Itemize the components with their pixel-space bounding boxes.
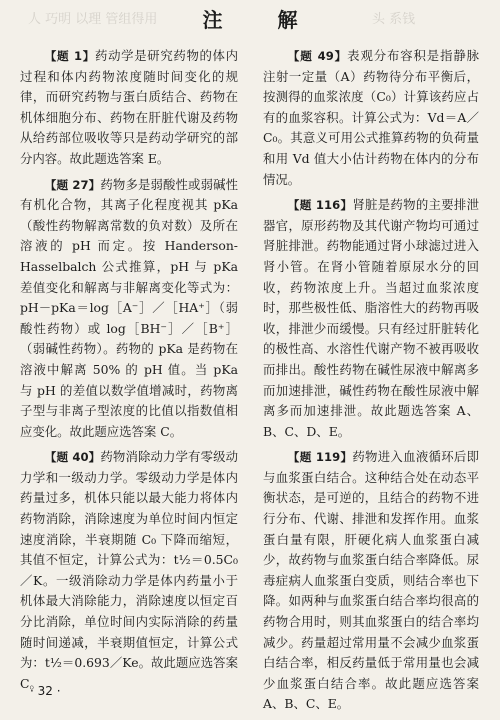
answer-note bbox=[20, 175, 238, 443]
page-title: 注 解 bbox=[202, 8, 322, 32]
question-tag: 【题 40】 bbox=[44, 450, 101, 465]
answer-note bbox=[263, 46, 479, 190]
answer-note bbox=[20, 46, 238, 170]
bleed-through-text-left: 人 巧明 以理 管组得用 bbox=[28, 12, 158, 27]
note-text: 药物消除动力学有零级动力学和一级动力学。零级动力学是体内药量过多，机体只能以最大能力将体内药物消除，消除速度为单位时间内恒定速度消除，半衰期随 C₀ 下降而缩短，其值不恒定，计算公式为：t½＝0.5C₀／K。一级消除动力学是体内药量小于机体最大消除能力，消除速度以恒定百分比消除，单位时间内实际消除的药量随时间递减，半衰期值恒定，计算公式为：t½＝0.693／Ke。故此题应选答案 C。 bbox=[20, 449, 239, 691]
question-tag: 【题 27】 bbox=[44, 177, 101, 192]
right-column bbox=[263, 46, 479, 720]
note-text: 肾脏是药物的主要排泄器官，原形药物及其代谢产物均可通过肾脏排泄。药物能通过肾小球滤过进入肾小管。在肾小管随着原尿水分的回收，药物浓度上升。当超过血浆浓度时，那些极性低、脂溶性大的药物再吸收，排泄少而缓慢。只有经过肝脏转化的极性高、水溶性代谢产物不被再吸收而排出。酸性药物在碱性尿液中解离多而加速排泄，碱性药物在酸性尿液中解离多而加速排泄。故此题选答案 A、B、C、D、E。 bbox=[263, 197, 479, 439]
question-tag: 【题 49】 bbox=[287, 49, 348, 63]
note-text: 表观分布容积是指静脉注射一定量（A）药物待分布平衡后，按测得的血浆浓度（C₀）计算该药应占有的血浆容积。计算公式为：Vd＝A／C₀。其意义可用公式推算药物的负荷量和用 Vd 值大小估计药物在体内的分布情况。 bbox=[263, 48, 480, 187]
answer-note bbox=[263, 195, 479, 442]
note-text: 药物进入血液循环后即与血浆蛋白结合。这种结合处在动态平衡状态，是可逆的，且结合的药物不进行分布、代谢、排泄和发挥作用。血浆蛋白量有限，肝硬化病人血浆蛋白减少，故药物与血浆蛋白结合率降低。尿毒症病人血浆蛋白变质，则结合率也下降。如两种与血浆蛋白结合率均很高的药物合用时，则其血浆蛋白的结合率均减少。药量超过常用量不会减少血浆蛋白结合率，相反药量低于常用量也会减少血浆蛋白结合率。故此题应选答案 A、B、C、E。 bbox=[263, 449, 479, 712]
left-column bbox=[20, 46, 238, 699]
answer-note bbox=[263, 447, 479, 715]
note-text: 药动学是研究药物的体内过程和体内药物浓度随时间变化的规律，而研究药物与蛋白质结合、药物在机体细胞分布、药物在肝脏代谢及药物从给药部位吸收等只是药动学研究的部分内容。故此题选答案 E。 bbox=[20, 48, 239, 166]
note-text: 药物多是弱酸性或弱碱性有机化合物，其离子化程度视其 pKa（酸性药物解离常数的负对数）及所在溶液的 pH 而定。按 Handerson-Hasselbalch 公式推算，pH 与 pKa 差值变化和解离与非解离变化等式为：pH－pKa＝log［A⁻］／［HA⁺］（弱酸性药物）或 log［BH⁻］／［B⁺］（弱碱性药物）。药物的 pKa 是药物在溶液中解离 50% 的 pH 值。当 pKa 与 pH 的差值以数学值增减时，药物离子型与非离子型浓度的比值以指数值相应变化。故此题应选答案 C。 bbox=[20, 176, 239, 439]
question-tag: 【题 1】 bbox=[44, 49, 96, 63]
question-tag: 【题 116】 bbox=[287, 198, 353, 213]
page-number: · 32 · bbox=[30, 684, 61, 698]
answer-note bbox=[20, 447, 238, 694]
bleed-through-text-right: 头 系钱 bbox=[372, 12, 416, 27]
question-tag: 【题 119】 bbox=[287, 450, 353, 465]
